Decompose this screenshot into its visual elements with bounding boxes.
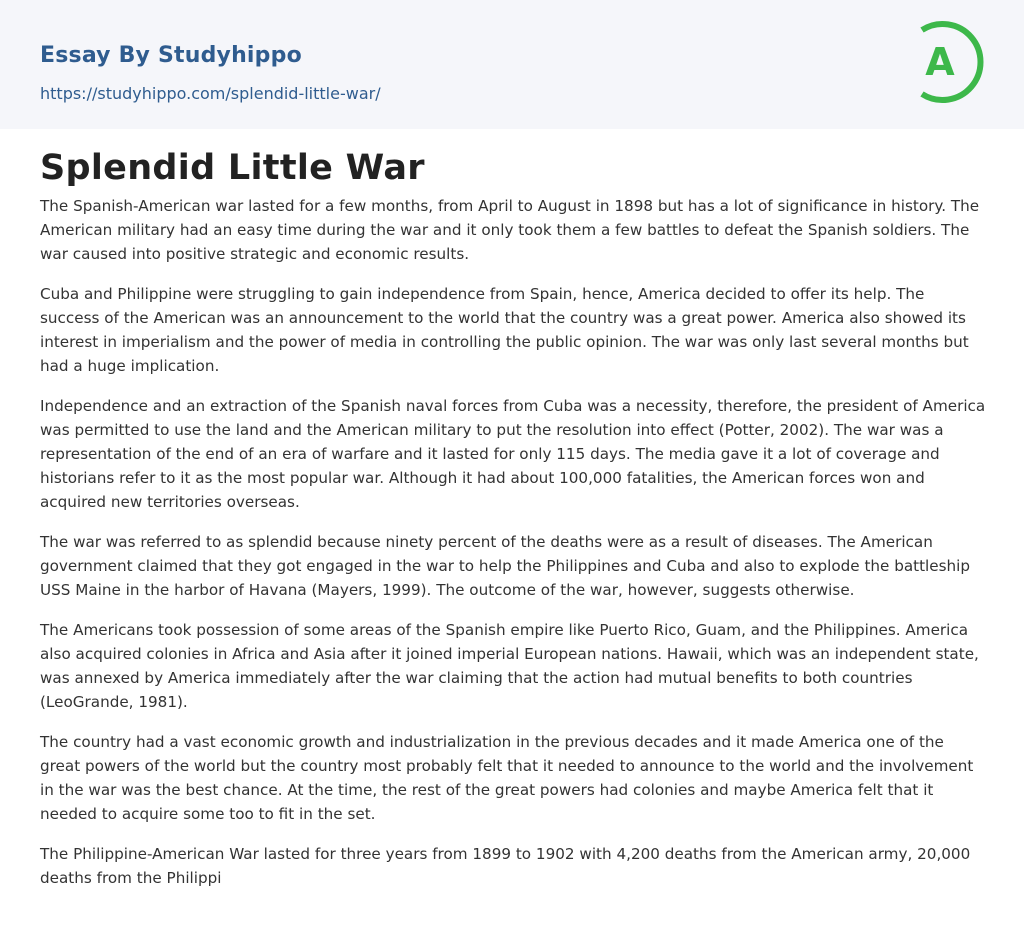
- article-body: [40, 146, 986, 906]
- studyhippo-logo-icon[interactable]: [910, 18, 988, 106]
- article-paragraph: The country had a vast economic growth and industrialization in the previous decades and it made America one of the great powers of the world but the country most probably felt that it needed to announce to the world and the involvement in the war was the best chance. At the time, the rest of the great powers had colonies and maybe America felt that it needed to acquire some too to fit in the set.: [40, 733, 974, 823]
- article-paragraph: The Philippine-American War lasted for three years from 1899 to 1902 with 4,200 deaths from the American army, 20,000 deaths from the Philippi: [40, 845, 971, 887]
- article-title: Splendid Little War: [40, 148, 425, 188]
- article-paragraph: The war was referred to as splendid because ninety percent of the deaths were as a result of diseases. The American government claimed that they got engaged in the war to help the Philippines and Cuba and also to explode the battleship USS Maine in the harbor of Havana (Mayers, 1999). The outcome of the war, however, suggests otherwise.: [40, 533, 971, 599]
- article-paragraph: Independence and an extraction of the Spanish naval forces from Cuba was a necessity, therefore, the president of America was permitted to use the land and the American military to put the resolution into effect (Potter, 2002). The war was a representation of the end of an era of warfare and it lasted for only 115 days. The media gave it a lot of coverage and historians refer to it as the most popular war. Although it had about 100,000 fatalities, the American forces won and acquired new territories overseas.: [40, 397, 986, 511]
- site-brand[interactable]: Essay By Studyhippo: [40, 43, 302, 68]
- source-url-link[interactable]: https://studyhippo.com/splendid-little-war/: [40, 84, 381, 103]
- logo-letter: A: [925, 40, 955, 84]
- article-paragraph: Cuba and Philippine were struggling to gain independence from Spain, hence, America decided to offer its help. The success of the American was an announcement to the world that the country was a great power. America also showed its interest in imperialism and the power of media in controlling the public opinion. The war was only last several months but had a huge implication.: [40, 285, 969, 375]
- article-paragraph: The Americans took possession of some areas of the Spanish empire like Puerto Rico, Guam, and the Philippines. America also acquired colonies in Africa and Asia after it joined imperial European nations. Hawaii, which was an independent state, was annexed by America immediately after the war claiming that the action had mutual benefits to both countries (LeoGrande, 1981).: [40, 621, 979, 711]
- site-header: [0, 0, 1024, 129]
- article-paragraph: The Spanish-American war lasted for a few months, from April to August in 1898 but has a lot of significance in history. The American military had an easy time during the war and it only took them a few battles to defeat the Spanish soldiers. The war caused into positive strategic and economic results.: [40, 197, 980, 263]
